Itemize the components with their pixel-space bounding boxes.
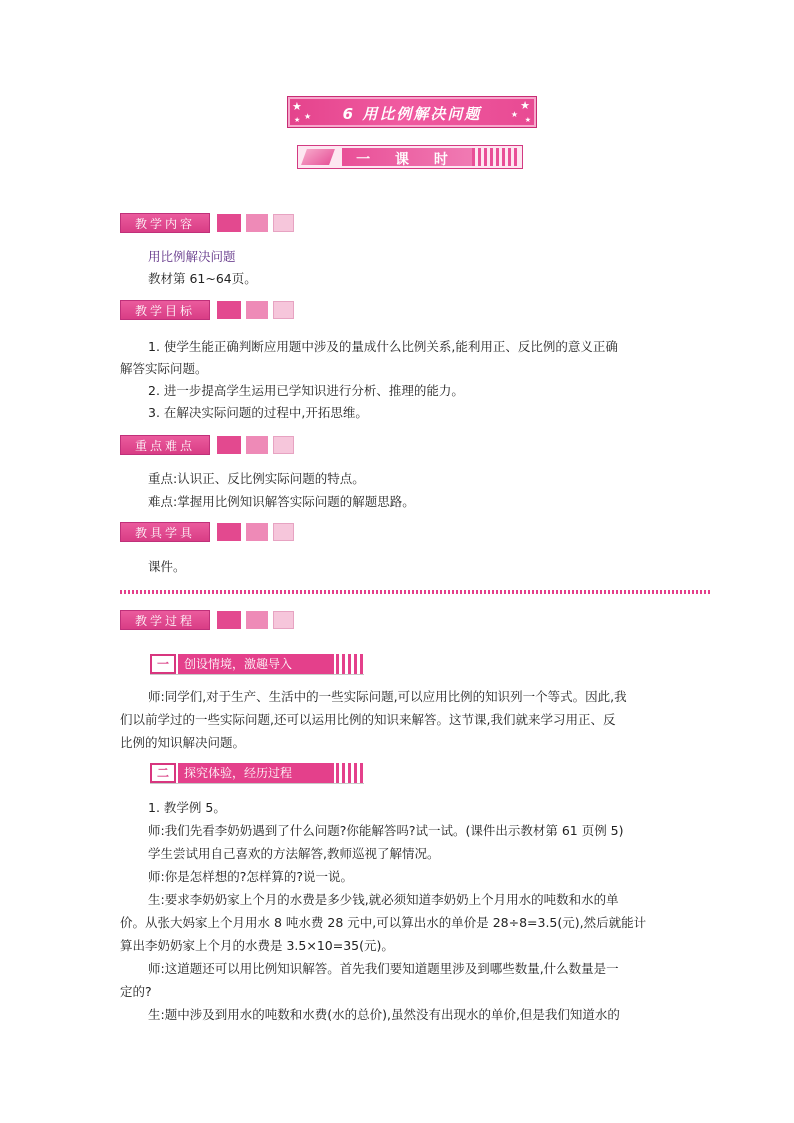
section-header-goals <box>120 300 296 320</box>
section-block <box>246 301 268 319</box>
section-block <box>246 611 268 629</box>
goal-line: 3. 在解决实际问题的过程中,开拓思维。 <box>148 405 368 420</box>
section-header-content <box>120 213 296 233</box>
section-block <box>246 523 268 541</box>
section-block <box>217 301 241 319</box>
intro-line: 比例的知识解决问题。 <box>120 735 246 750</box>
content-pages: 教材第 61~64页。 <box>148 271 257 286</box>
difficult-point: 难点:掌握用比例知识解答实际问题的解题思路。 <box>148 494 415 509</box>
step-title: 创设情境，激趣导入 <box>178 654 334 674</box>
section-header-tools <box>120 522 296 542</box>
banner-decoration <box>301 149 335 165</box>
section-label: 教学过程 <box>120 610 210 630</box>
star-icon: ★ <box>292 100 302 113</box>
explore-line: 算出李奶奶家上个月的水费是 3.5×10=35(元)。 <box>120 938 394 953</box>
goal-line: 解答实际问题。 <box>120 361 208 376</box>
banner-stripes <box>472 148 518 166</box>
section-block <box>273 301 294 319</box>
section-block <box>273 523 294 541</box>
content-topic: 用比例解决问题 <box>148 249 236 264</box>
tools-text: 课件。 <box>148 559 186 574</box>
key-point: 重点:认识正、反比例实际问题的特点。 <box>148 471 365 486</box>
explore-line: 生:要求李奶奶家上个月的水费是多少钱,就必须知道李奶奶上个月用水的吨数和水的单 <box>148 892 619 907</box>
star-icon: ★ <box>510 110 518 119</box>
section-block <box>246 214 268 232</box>
explore-line: 学生尝试用自己喜欢的方法解答,教师巡视了解情况。 <box>148 846 440 861</box>
explore-line: 生:题中涉及到用水的吨数和水费(水的总价),虽然没有出现水的单价,但是我们知道水的 <box>148 1007 620 1022</box>
dotted-divider <box>120 590 710 594</box>
section-block <box>246 436 268 454</box>
lesson-label: 一 课 时 <box>356 152 458 168</box>
section-block <box>217 214 241 232</box>
intro-line: 们以前学过的一些实际问题,还可以运用比例的知识来解答。这节课,我们就来学习用正、反 <box>120 712 616 727</box>
goal-line: 1. 使学生能正确判断应用题中涉及的量成什么比例关系,能利用正、反比例的意义正确 <box>148 339 618 354</box>
section-label: 教学内容 <box>120 213 210 233</box>
section-block <box>217 436 241 454</box>
explore-line: 师:我们先看李奶奶遇到了什么问题?你能解答吗?试一试。(课件出示教材第 61 页例 5) <box>148 823 624 838</box>
lesson-banner <box>297 145 523 169</box>
star-icon: ★ <box>524 116 531 124</box>
step-header-2 <box>150 763 364 784</box>
explore-line: 价。从张大妈家上个月用水 8 吨水费 28 元中,可以算出水的单价是 28÷8=3.5(元),然后就能计 <box>120 915 647 930</box>
section-block <box>217 523 241 541</box>
section-block <box>273 611 294 629</box>
page-title: 6 用比例解决问题 <box>342 105 482 123</box>
title-banner <box>287 96 537 128</box>
explore-line: 定的? <box>120 984 152 999</box>
section-header-keypoints <box>120 435 296 455</box>
step-header-1 <box>150 654 364 675</box>
step-stripes <box>336 654 364 674</box>
goal-line: 2. 进一步提高学生运用已学知识进行分析、推理的能力。 <box>148 383 464 398</box>
step-stripes <box>336 763 364 783</box>
star-icon: ★ <box>520 99 530 112</box>
section-block <box>273 436 294 454</box>
explore-line: 师:你是怎样想的?怎样算的?说一说。 <box>148 869 353 884</box>
section-label: 教具学具 <box>120 522 210 542</box>
section-block <box>273 214 294 232</box>
section-label: 教学目标 <box>120 300 210 320</box>
intro-line: 师:同学们,对于生产、生活中的一些实际问题,可以应用比例的知识列一个等式。因此,我 <box>148 689 627 704</box>
star-icon: ★ <box>294 116 301 124</box>
star-icon: ★ <box>304 112 312 121</box>
step-number: 二 <box>150 763 176 783</box>
section-header-process <box>120 610 296 630</box>
step-title: 探究体验，经历过程 <box>178 763 334 783</box>
section-label: 重点难点 <box>120 435 210 455</box>
step-number: 一 <box>150 654 176 674</box>
explore-line: 1. 教学例 5。 <box>148 800 226 815</box>
section-block <box>217 611 241 629</box>
explore-line: 师:这道题还可以用比例知识解答。首先我们要知道题里涉及到哪些数量,什么数量是一 <box>148 961 619 976</box>
